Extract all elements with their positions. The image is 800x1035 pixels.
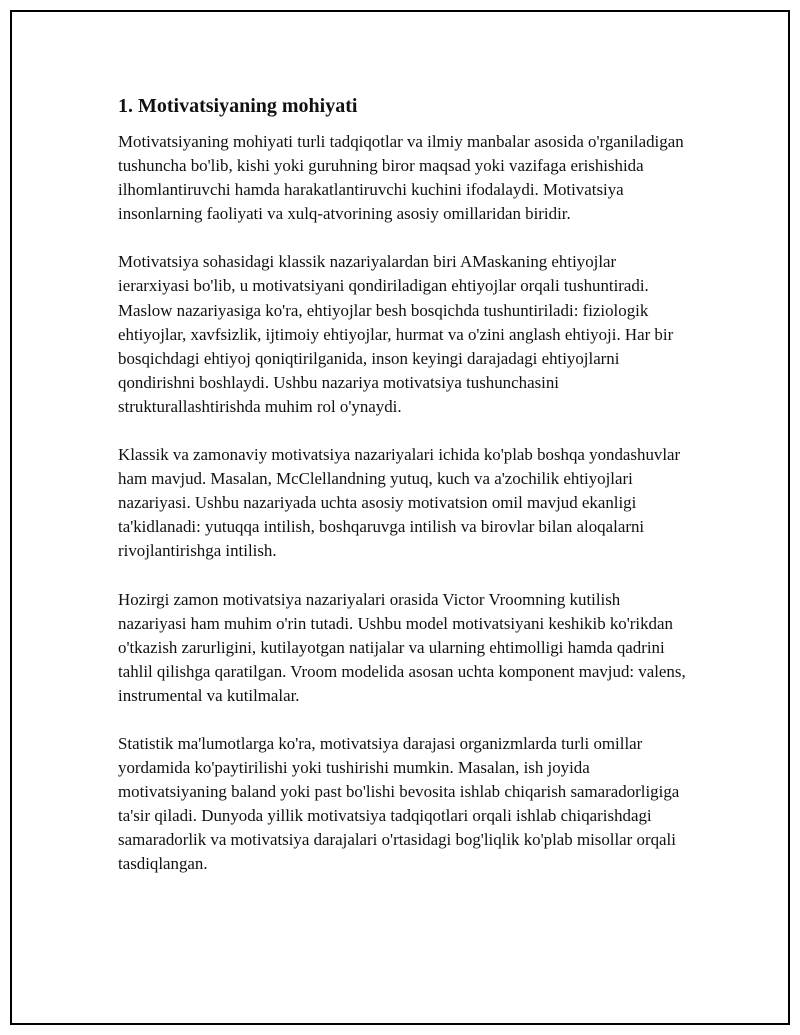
- paragraph-5: Statistik ma'lumotlarga ko'ra, motivatsiya darajasi organizmlarda turli omillar yordamida ko'paytirilishi yoki tushirishi mumkin. Masalan, ish joyida motivatsiyaning baland yoki past bo'lishi bevosita ishlab chiqarish samaradorligiga ta'sir qiladi. Dunyoda yillik motivatsiya tadqiqotlari orqali ishlab chiqarishdagi samaradorlik va motivatsiya darajalari o'rtasidagi bog'liqlik ko'plab misollar orqali tasdiqlangan.: [118, 733, 680, 874]
- paragraph-2: Motivatsiya sohasidagi klassik nazariyalardan biri AMaskaning ehtiyojlar ierarxiyasi bo'lib, u motivatsiyani qondiriladigan ehtiyojlar orqali tushuntiradi. Maslow nazariyasiga ko'ra, ehtiyojlar besh bosqichda tushuntiriladi: fiziologik ehtiyojlar, xavfsizlik, ijtimoiy ehtiyojlar, hurmat va o'zini anglash ehtiyoji. Har bir bosqichdagi ehtiyoj qoniqtirilganida, inson keyingi darajadagi ehtiyojlarni qondirishni boshlaydi. Ushbu nazariya motivatsiya tushunchasini strukturallashtirishda muhim rol o'ynaydi.: [118, 252, 674, 416]
- paragraph-1: Motivatsiyaning mohiyati turli tadqiqotlar va ilmiy manbalar asosida o'rganiladigan tushuncha bo'lib, kishi yoki guruhning biror maqsad yoki vazifaga erishishida ilhomlantiruvchi hamda harakatlantiruvchi kuchini ifodalaydi. Motivatsiya insonlarning faoliyati va xulq-atvorining asosiy omillaridan biridir.: [118, 132, 684, 224]
- document-body: [118, 92, 688, 901]
- section-heading: 1. Motivatsiyaning mohiyati: [118, 95, 358, 117]
- paragraph-4: Hozirgi zamon motivatsiya nazariyalari orasida Victor Vroomning kutilish nazariyasi ham muhim o'rin tutadi. Ushbu model motivatsiyani keshikib ko'rikdan o'tkazish zarurligini, kutilayotgan natijalar va ularning ehtimolligi hamda qadrini tahlil qilishga qaratilgan. Vroom modelida asosan uchta komponent mavjud: valens, instrumental va kutilmalar.: [118, 589, 686, 705]
- paragraph-3: Klassik va zamonaviy motivatsiya nazariyalari ichida ko'plab boshqa yondashuvlar ham mavjud. Masalan, McClellandning yutuq, kuch va a'zochilik ehtiyojlari nazariyasi. Ushbu nazariyada uchta asosiy motivatsion omil mavjud ekanligi ta'kidlanadi: yutuqqa intilish, boshqaruvga intilish va birovlar bilan aloqalarni rivojlantirishga intilish.: [118, 445, 681, 561]
